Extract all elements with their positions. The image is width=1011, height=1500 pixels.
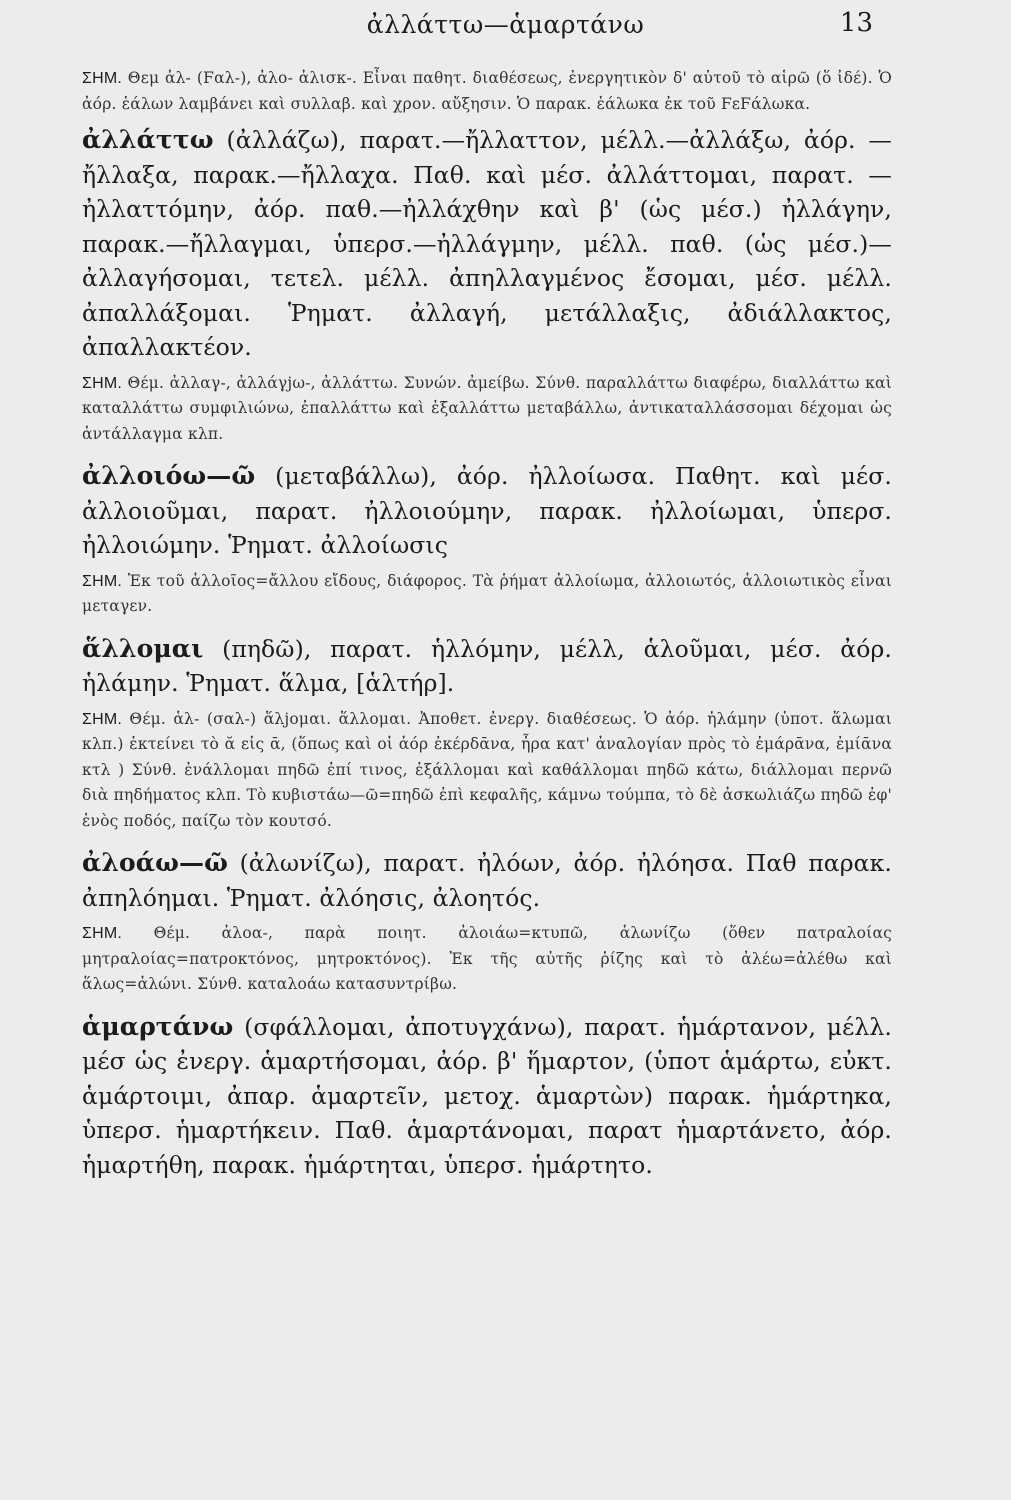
dictionary-entry (82, 459, 892, 620)
entry-text: (ἀλωνίζω), παρατ. ἠλόων, ἀόρ. ἠλόησα. Παθ παρακ. ἀπηλόημαι. Ῥηματ. ἀλόησις, ἀλοητός. (82, 849, 892, 912)
entry-note (82, 569, 892, 620)
entry-lemma: ἀλλάττω (82, 125, 214, 154)
note-text: Θέμ. ἁλ- (σαλ-) ἅλjομαι. ἅλλομαι. Ἀποθετ. ἐνεργ. διαθέσεως. Ὁ ἀόρ. ἡλάμην (ὑποτ. ἅλωμαι κλπ.) ἐκτείνει τὸ ᾰ εἰς ᾱ, (ὅπως καὶ οἱ ἀόρ ἐκέρδᾱνα, ἦρα κατ' ἀναλογίαν πρὸς τὸ ἐμάρᾱνα, ἐμίᾱνα κτλ ) Σύνθ. ἐνάλλομαι πηδῶ ἐπί τινος, ἐξάλλομαι καὶ καθάλλομαι πηδῶ κάτω, διάλλομαι περνῶ διὰ πηδήματος κλπ. Τὸ κυβιστάω—ῶ=πηδῶ ἐπὶ κεφαλῆς, κάμνω τούμπα, τὸ δὲ ἀσκωλιάζω πηδῶ ἐφ' ἑνὸς ποδός, παίζω τὸν κουτσό. (82, 709, 892, 830)
entry-text: (μεταβάλλω), ἀόρ. ἠλλοίωσα. Παθητ. καὶ μέσ. ἀλλοιοῦμαι, παρατ. ἠλλοιούμην, παρακ. ἠλλοίωμαι, ὑπερσ. ἠλλοιώμην. Ῥηματ. ἀλλοίωσις (82, 462, 892, 559)
note-text: Θέμ. ἀλοα-, παρὰ ποιητ. ἀλοιάω=κτυπῶ, ἀλωνίζω (ὅθεν πατραλοίας μητραλοίας=πατροκτόνος, μητροκτόνος). Ἐκ τῆς αὐτῆς ῥίζης καὶ τὸ ἀλέω=ἀλέθω καὶ ἅλως=ἀλώνι. Σύνθ. καταλοάω κατασυντρίβω. (82, 924, 892, 993)
dictionary-entry (82, 123, 892, 447)
entry-note (82, 707, 892, 835)
note-text: Ἐκ τοῦ ἀλλοῖος=ἄλλου εἴδους, διάφορος. Τὰ ῥήματ ἀλλοίωμα, ἀλλοιωτός, ἀλλοιωτικὸς εἶναι μεταγεν. (82, 571, 892, 615)
note-label: ΣΗΜ. (82, 374, 123, 392)
entry-body (82, 123, 892, 365)
entry-text: (ἀλλάζω), παρατ.—ἤλλαττον, μέλλ.—ἀλλάξω, ἀόρ. —ἤλλαξα, παρακ.—ἤλλαχα. Παθ. καὶ μέσ. ἀλλάττομαι, παρατ. —ἠλλαττόμην, ἀόρ. παθ.—ἠλλάχθην καὶ β' (ὡς μέσ.) ἠλλάγην, παρακ.—ἤλλαγμαι, ὑπερσ.—ἠλλάγμην, μέλλ. παθ. (ὡς μέσ.)—ἀλλαγήσομαι, τετελ. μέλλ. ἀπηλλαγμένος ἔσομαι, μέσ. μέλλ. ἀπαλλάξομαι. Ῥηματ. ἀλλαγή, μετάλλαξις, ἀδιάλλακτος, ἀπαλλακτέον. (82, 126, 892, 361)
entry-lemma: ἁμαρτάνω (82, 1011, 234, 1041)
dictionary-entry (82, 1010, 892, 1183)
entry-note (82, 66, 892, 117)
note-label: ΣΗΜ. (82, 572, 123, 590)
dictionary-entry (82, 632, 892, 835)
note-text: Θέμ. ἀλλαγ-, ἀλλάγjω-, ἀλλάττω. Συνών. ἀμείβω. Σύνθ. παραλλάττω διαφέρω, διαλλάττω καὶ καταλλάττω συμφιλιώνω, ἐπαλλάττω καὶ ἐξαλλάττω μεταβάλλω, ἀντικαταλλάσσομαι δέχομαι ὡς ἀντάλλαγμα κλπ. (82, 373, 892, 443)
entry-lemma: ἅλλομαι (82, 633, 204, 663)
entry-body (82, 846, 892, 915)
entry-note (82, 921, 892, 998)
entry-note (82, 371, 892, 448)
entry-lemma: ἀλλοιόω—ῶ (82, 461, 256, 490)
note-label: ΣΗΜ. (82, 70, 123, 87)
note-label: ΣΗΜ. (82, 925, 123, 942)
entry-lemma: ἀλοάω—ῶ (82, 848, 228, 877)
running-title: ἀλλάττω—ἁμαρτάνω (366, 10, 645, 39)
page-number: 13 (839, 8, 873, 38)
page-body (82, 66, 892, 1182)
note-text: Θεμ ἀλ- (Ϝαλ-), ἀλο- ἀλισκ-. Εἶναι παθητ. διαθέσεως, ἐνεργητικὸν δ' αὐτοῦ τὸ αἱρῶ (ὅ ἰδέ). Ὁ ἀόρ. ἑάλων λαμβάνει καὶ συλλαβ. καὶ χρον. αὔξησιν. Ὁ παρακ. ἑάλωκα ἐκ τοῦ ϜεϜάλωκα. (82, 69, 892, 113)
entry-text: (πηδῶ), παρατ. ἡλλόμην, μέλλ, ἁλοῦμαι, μέσ. ἀόρ. ἡλάμην. Ῥηματ. ἅλμα, [ἁλτήρ]. (82, 634, 892, 697)
entry-text: (σφάλλομαι, ἀποτυγχάνω), παρατ. ἡμάρτανον, μέλλ. μέσ ὡς ἐνεργ. ἁμαρτήσομαι, ἀόρ. β' ἥμαρτον, (ὑποτ ἁμάρτω, εὐκτ. ἁμάρτοιμι, ἀπαρ. ἁμαρτεῖν, μετοχ. ἁμαρτὼν) παρακ. ἡμάρτηκα, ὑπερσ. ἡμαρτήκειν. Παθ. ἁμαρτάνομαι, παρατ ἡμαρτάνετο, ἀόρ. ἡμαρτήθη, παρακ. ἡμάρτηται, ὑπερσ. ἡμάρτητο. (82, 1012, 892, 1179)
note-label: ΣΗΜ. (82, 710, 123, 728)
entry-body (82, 459, 892, 563)
dictionary-entry (82, 846, 892, 998)
entry-body (82, 632, 892, 701)
entry-body (82, 1010, 892, 1183)
